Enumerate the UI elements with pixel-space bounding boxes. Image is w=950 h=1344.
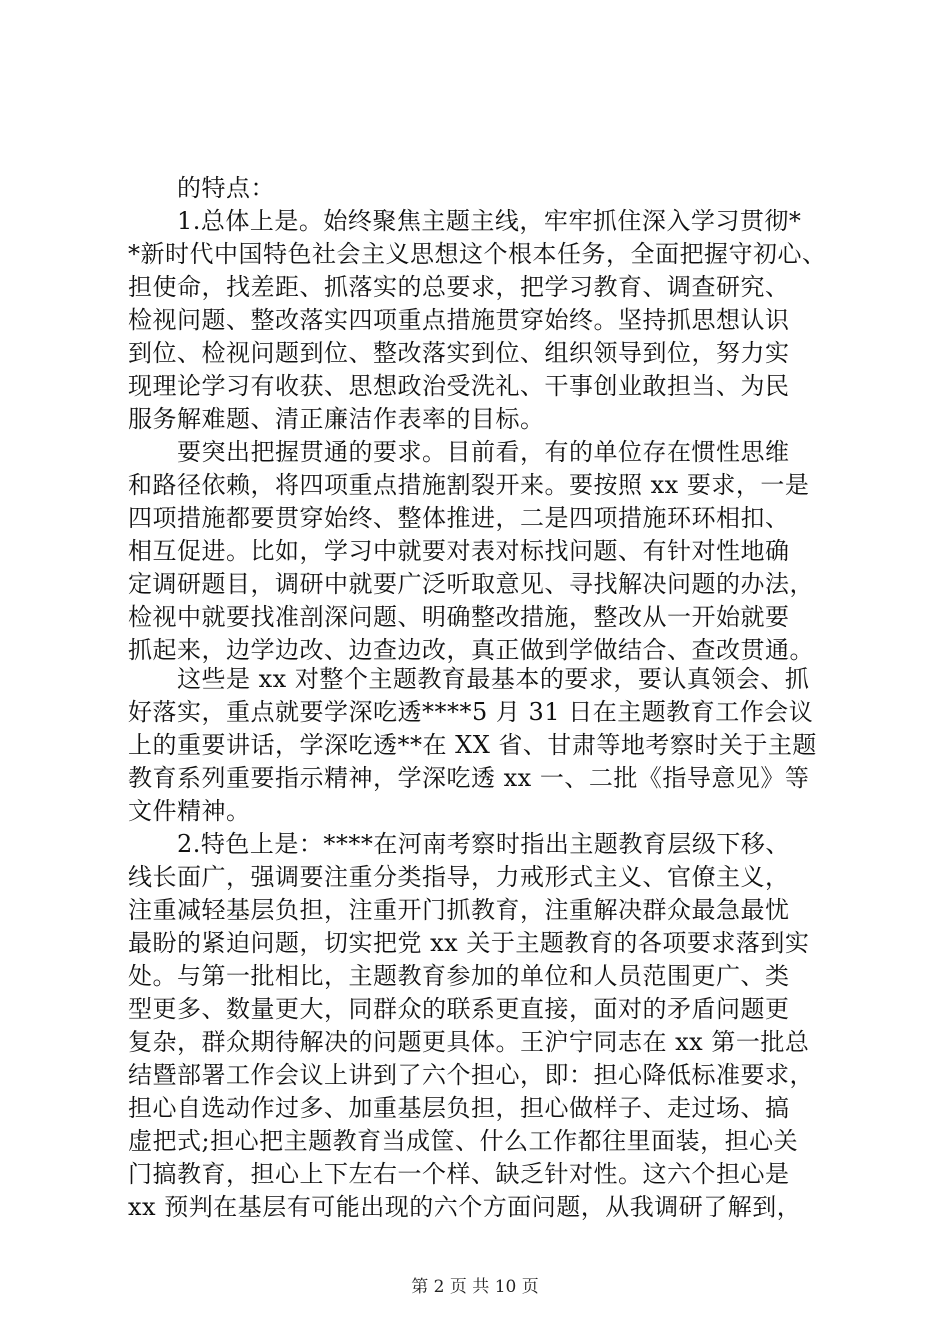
text-line: 好落实，重点就要学深吃透****5 月 31 日在主题教育工作会议: [128, 698, 814, 726]
text-line: 1.总体上是。始终聚焦主题主线，牢牢抓住深入学习贯彻*: [128, 207, 802, 235]
text-line: 和路径依赖，将四项重点措施割裂开来。要按照 xx 要求，一是: [128, 471, 810, 499]
paragraph-block-1: [128, 172, 848, 667]
paragraph-block-2: [128, 663, 848, 1224]
text-line: 检视中就要找准剖深问题、明确整改措施，整改从一开始就要: [128, 603, 790, 631]
text-line: 定调研题目，调研中就要广泛听取意见、寻找解决问题的办法，: [128, 570, 814, 598]
text-line: 线长面广，强调要注重分类指导，力戒形式主义、官僚主义，: [128, 863, 790, 891]
text-line: 文件精神。: [128, 797, 251, 825]
text-line: 2.特色上是：****在河南考察时指出主题教育层级下移、: [128, 830, 790, 858]
text-line: 担心自选动作过多、加重基层负担，担心做样子、走过场、搞: [128, 1094, 790, 1122]
text-line: 的特点：: [128, 174, 275, 202]
text-line: *新时代中国特色社会主义思想这个根本任务，全面把握守初心、: [128, 240, 827, 268]
text-line: 现理论学习有收获、思想政治受洗礼、干事创业敢担当、为民: [128, 372, 790, 400]
text-line: 复杂，群众期待解决的问题更具体。王沪宁同志在 xx 第一批总: [128, 1028, 810, 1056]
text-line: 型更多、数量更大，同群众的联系更直接，面对的矛盾问题更: [128, 995, 790, 1023]
text-line: 门搞教育，担心上下左右一个样、缺乏针对性。这六个担心是: [128, 1160, 790, 1188]
text-line: xx 预判在基层有可能出现的六个方面问题，从我调研了解到，: [128, 1193, 802, 1221]
text-line: 最盼的紧迫问题，切实把党 xx 关于主题教育的各项要求落到实: [128, 929, 810, 957]
text-line: 虚把式;担心把主题教育当成筐、什么工作都往里面装，担心关: [128, 1127, 799, 1155]
text-line: 担使命，找差距、抓落实的总要求，把学习教育、调查研究、: [128, 273, 790, 301]
text-line: 检视问题、整改落实四项重点措施贯穿始终。坚持抓思想认识: [128, 306, 790, 334]
text-line: 上的重要讲话，学深吃透**在 XX 省、甘肃等地考察时关于主题: [128, 731, 817, 759]
text-line: 服务解难题、清正廉洁作表率的目标。: [128, 405, 545, 433]
text-line: 教育系列重要指示精神，学深吃透 xx 一、二批《指导意见》等: [128, 764, 810, 792]
page-number: 第 2 页 共 10 页: [411, 1277, 539, 1297]
text-line: 这些是 xx 对整个主题教育最基本的要求，要认真领会、抓: [128, 665, 810, 693]
text-line: 抓起来，边学边改、边查边改，真正做到学做结合、查改贯通。: [128, 636, 814, 664]
text-line: 要突出把握贯通的要求。目前看，有的单位存在惯性思维: [128, 438, 790, 466]
text-line: 相互促进。比如，学习中就要对表对标找问题、有针对性地确: [128, 537, 790, 565]
text-line: 四项措施都要贯穿始终、整体推进，二是四项措施环环相扣、: [128, 504, 790, 532]
text-line: 到位、检视问题到位、整改落实到位、组织领导到位，努力实: [128, 339, 790, 367]
page-footer: [0, 1276, 950, 1298]
text-line: 结暨部署工作会议上讲到了六个担心，即：担心降低标准要求，: [128, 1061, 814, 1089]
text-line: 注重减轻基层负担，注重开门抓教育，注重解决群众最急最忧: [128, 896, 790, 924]
text-line: 处。与第一批相比，主题教育参加的单位和人员范围更广、类: [128, 962, 790, 990]
